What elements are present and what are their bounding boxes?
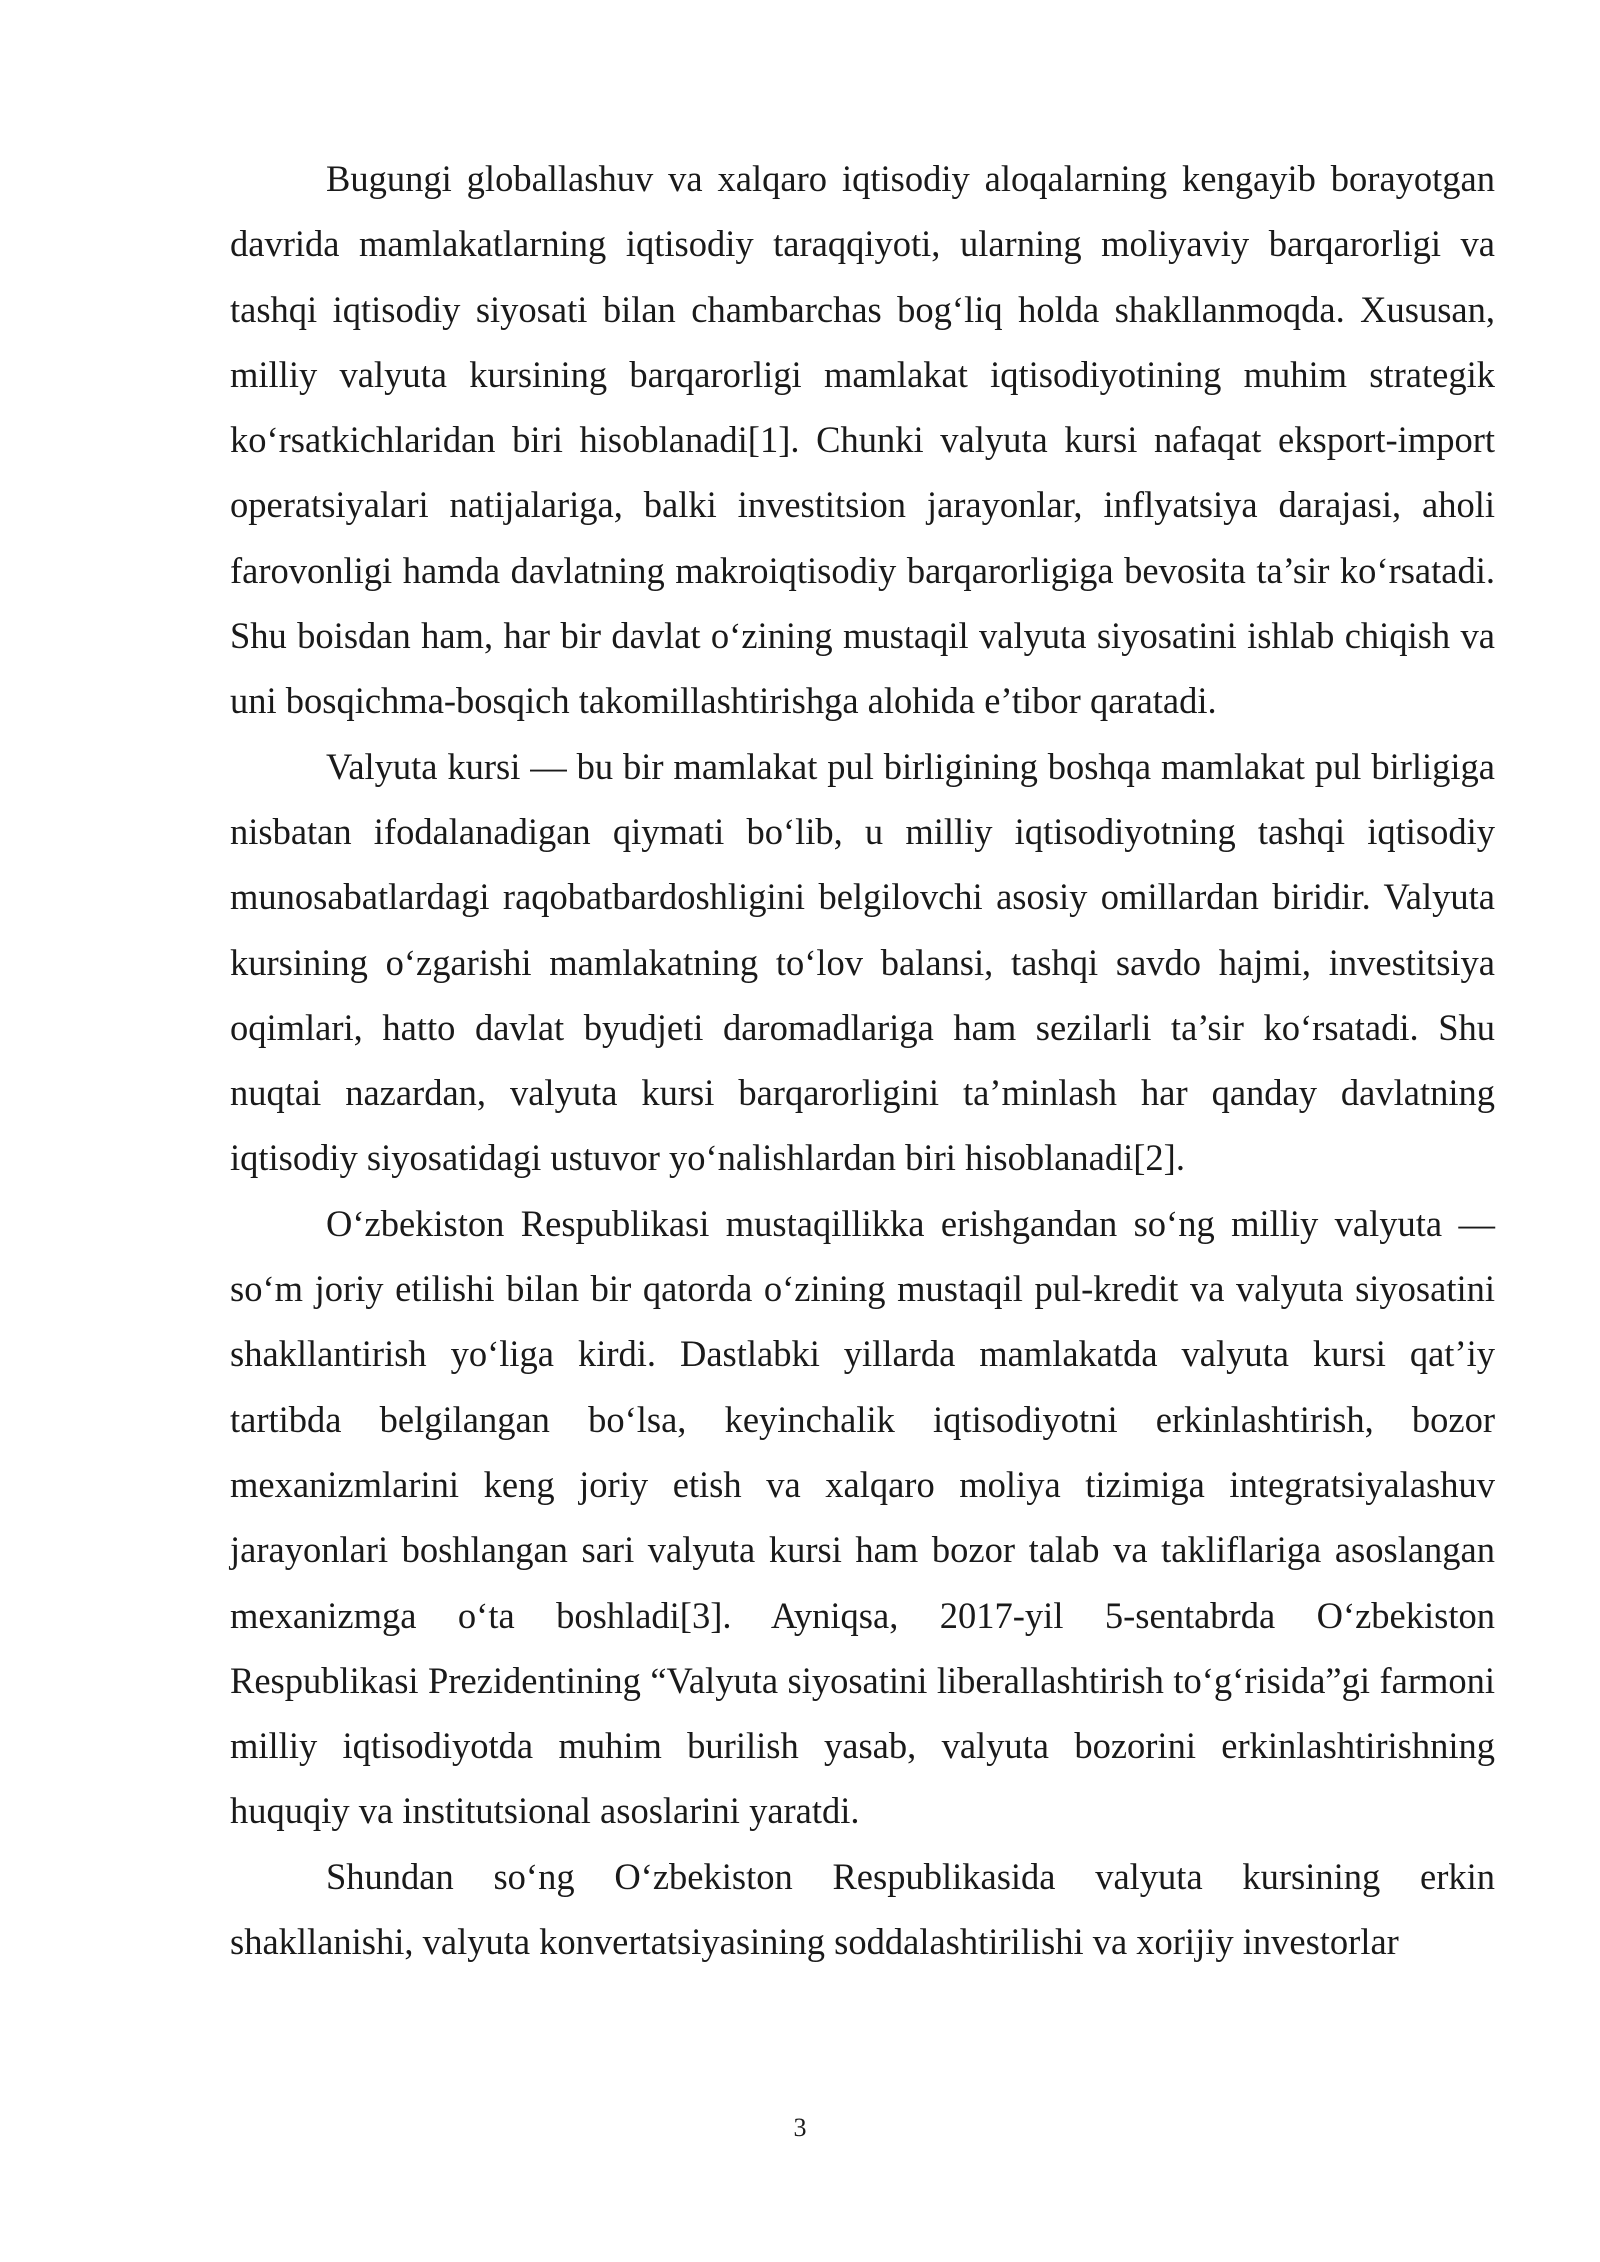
paragraph-intro: Bugungi globallashuv va xalqaro iqtisodiy aloqalarning kengayib borayotgan davrida mamlakatlarning iqtisodiy taraqqiyoti, ularning moliyaviy barqarorligi va tashqi iqtisodiy siyosati bilan chambarchas bog‘liq holda shakllanmoqda. Xususan, milliy valyuta kursining barqarorligi mamlakat iqtisodiyotining muhim strategik ko‘rsatkichlaridan biri hisoblanadi[1]. Chunki valyuta kursi nafaqat eksport-import operatsiyalari natijalariga, balki investitsion jarayonlar, inflyatsiya darajasi, aholi farovonligi hamda davlatning makroiqtisodiy barqarorligiga bevosita ta’sir ko‘rsatadi. Shu boisdan ham, har bir davlat o‘zining mustaqil valyuta siyosatini ishlab chiqish va uni bosqichma-bosqich takomillashtirishga alohida e’tibor qaratadi. — [230, 158, 1495, 722]
document-body — [230, 146, 1495, 1974]
paragraph-uzbekistan-history: O‘zbekiston Respublikasi mustaqillikka erishgandan so‘ng milliy valyuta — so‘m joriy etilishi bilan bir qatorda o‘zining mustaqil pul-kredit va valyuta siyosatini shakllantirish yo‘liga kirdi. Dastlabki yillarda mamlakatda valyuta kursi qat’iy tartibda belgilangan bo‘lsa, keyinchalik iqtisodiyotni erkinlashtirish, bozor mexanizmlarini keng joriy etish va xalqaro moliya tizimiga integratsiyalashuv jarayonlari boshlangan sari valyuta kursi ham bozor talab va takliflariga asoslangan mexanizmga o‘ta boshladi[3]. Ayniqsa, 2017-yil 5-sentabrda O‘zbekiston Respublikasi Prezidentining “Valyuta siyosatini liberallashtirish to‘g‘risida”gi farmoni milliy iqtisodiyotda muhim burilish yasab, valyuta bozorini erkinlashtirishning huquqiy va institutsional asoslarini yaratdi. — [230, 1202, 1495, 1832]
paragraph-after-liberalization: Shundan so‘ng O‘zbekiston Respublikasida valyuta kursining erkin shakllanishi, valyuta konvertatsiyasining soddalashtirilishi va xorijiy investorlar — [230, 1855, 1495, 1963]
page-number: 3 — [793, 2113, 807, 2142]
paragraph-exchange-rate-definition: Valyuta kursi — bu bir mamlakat pul birligining boshqa mamlakat pul birligiga nisbatan ifodalanadigan qiymati bo‘lib, u milliy iqtisodiyotning tashqi iqtisodiy munosabatlardagi raqobatbardoshligini belgilovchi asosiy omillardan biridir. Valyuta kursining o‘zgarishi mamlakatning to‘lov balansi, tashqi savdo hajmi, investitsiya oqimlari, hatto davlat byudjeti daromadlariga ham sezilarli ta’sir ko‘rsatadi. Shu nuqtai nazardan, valyuta kursi barqarorligini ta’minlash har qanday davlatning iqtisodiy siyosatidagi ustuvor yo‘nalishlardan biri hisoblanadi[2]. — [230, 745, 1495, 1179]
